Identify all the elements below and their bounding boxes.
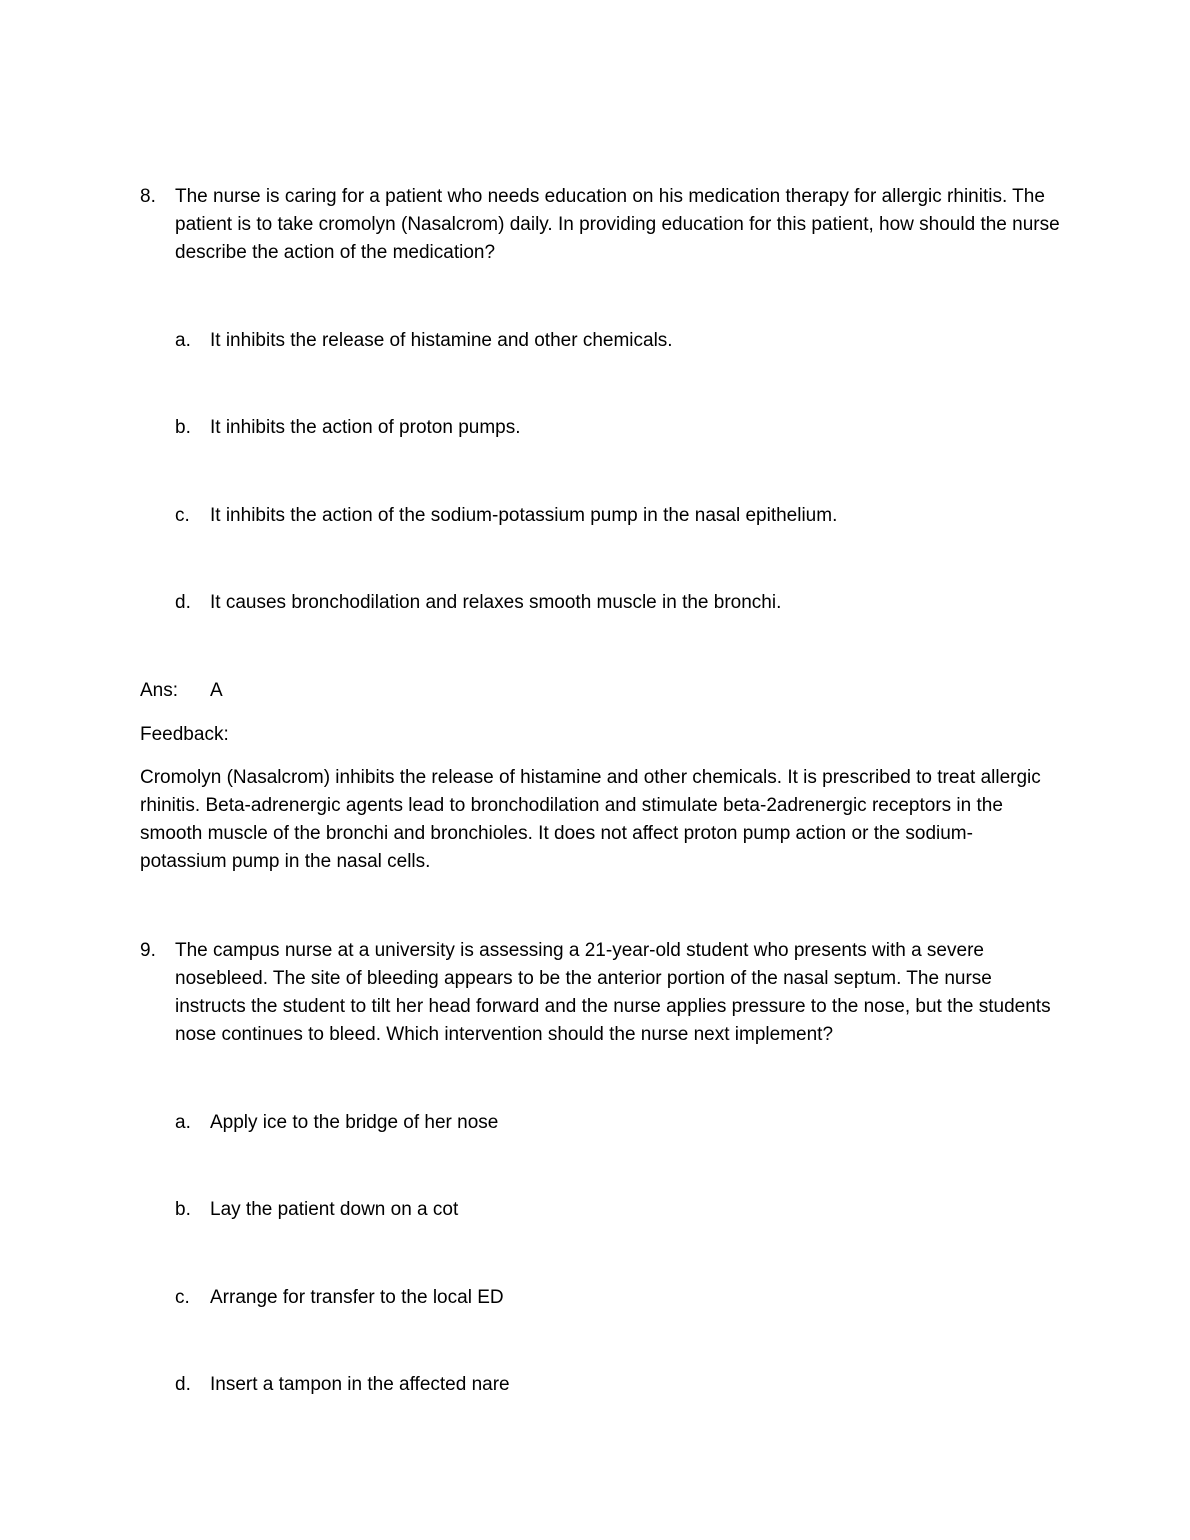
question-number: 9.	[140, 940, 156, 961]
q9-option-b	[175, 1196, 1035, 1224]
option-letter: a.	[175, 1112, 191, 1133]
option-text: Insert a tampon in the affected nare	[210, 1374, 510, 1395]
option-letter: b.	[175, 417, 191, 438]
option-text: It causes bronchodilation and relaxes smooth muscle in the bronchi.	[210, 592, 782, 613]
question-8	[140, 183, 1060, 267]
option-text: Arrange for transfer to the local ED	[210, 1287, 504, 1308]
option-letter: b.	[175, 1199, 191, 1220]
feedback-text: Cromolyn (Nasalcrom) inhibits the release of histamine and other chemicals. It is prescribed to treat allergic rhinitis. Beta-adrenergic agents lead to bronchodilation and stimulate beta-2adrenergic receptors in the smooth muscle of the bronchi and bronchioles. It does not affect proton pump action or the sodium-potassium pump in the nasal cells.	[140, 767, 1041, 872]
question-text: The campus nurse at a university is assessing a 21-year-old student who presents with a severe nosebleed. The site of bleeding appears to be the anterior portion of the nasal septum. The nurse instructs the student to tilt her head forward and the nurse applies pressure to the nose, but the students nose continues to bleed. Which intervention should the nurse next implement?	[175, 940, 1051, 1045]
q9-option-c	[175, 1284, 1035, 1312]
option-text: It inhibits the action of proton pumps.	[210, 417, 521, 438]
answer-label: Ans:	[140, 680, 179, 701]
option-letter: d.	[175, 1374, 191, 1395]
answer-value: A	[210, 680, 223, 701]
q8-option-b	[175, 414, 1035, 442]
question-9	[140, 937, 1060, 1049]
option-text: It inhibits the release of histamine and other chemicals.	[210, 330, 673, 351]
option-text: It inhibits the action of the sodium-potassium pump in the nasal epithelium.	[210, 505, 838, 526]
q8-option-c	[175, 502, 1035, 530]
feedback-label: Feedback:	[140, 724, 229, 745]
question-number: 8.	[140, 186, 156, 207]
q9-option-d	[175, 1371, 1035, 1399]
question-text: The nurse is caring for a patient who needs education on his medication therapy for allergic rhinitis. The patient is to take cromolyn (Nasalcrom) daily. In providing education for this patient, how should the nurse describe the action of the medication?	[175, 186, 1060, 263]
option-letter: c.	[175, 505, 190, 526]
option-text: Lay the patient down on a cot	[210, 1199, 459, 1220]
q8-option-a	[175, 327, 1035, 355]
answer-line	[140, 677, 223, 705]
option-letter: c.	[175, 1287, 190, 1308]
option-letter: d.	[175, 592, 191, 613]
q8-option-d	[175, 589, 1035, 617]
q9-option-a	[175, 1109, 1035, 1137]
option-letter: a.	[175, 330, 191, 351]
option-text: Apply ice to the bridge of her nose	[210, 1112, 499, 1133]
